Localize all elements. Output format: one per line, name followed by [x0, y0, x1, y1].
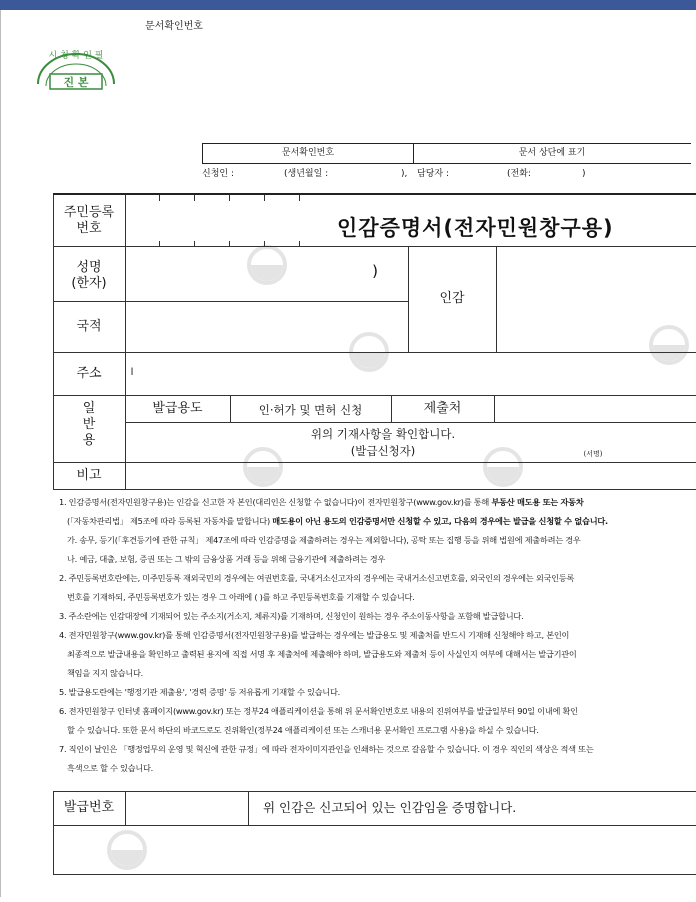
- general-label-line1: 일: [82, 401, 96, 416]
- rrn-label-line2: 번호: [76, 221, 102, 236]
- note-7a: 7. 직인이 날인은 「행정업무의 운영 및 혁신에 관한 규정」에 따라 전자이미지관인을 인쇄하는 것으로 갈음할 수 있습니다. 이 경우 직인의 색상은 적색 또는: [59, 744, 594, 754]
- applicant-label: 신청인 :: [202, 169, 234, 179]
- certify-text: 위 인감은 신고되어 있는 인감임을 증명합니다.: [263, 800, 517, 815]
- name-label-line1: 성명: [76, 260, 102, 275]
- name-label: [53, 260, 125, 292]
- note-2b: 번호를 기재하되, 주민등록번호가 있는 경우 그 아래에 ( )를 하고 주민등록번호를 기재할 수 있습니다.: [67, 592, 415, 602]
- note-4a: 4. 전자민원창구(www.gov.kr)를 통해 인감증명서(전자민원창구용)를 발급하는 경우에는 발급용도 및 제출처를 반드시 기재해 신청해야 하고, 본인이: [59, 630, 570, 640]
- stamp-main-text: 진 본: [63, 76, 89, 89]
- note-2a: 2. 주민등록번호란에는, 미주민등록 재외국민의 경우에는 여권번호를, 국내거소신고자의 경우에는 국내거소신고번호를, 외국인의 경우에는 외국인등록: [59, 573, 575, 583]
- submit-to-label: 제출처: [423, 401, 462, 416]
- applicant-text: (발급신청자): [350, 444, 416, 458]
- watermark-emblem-icon: [107, 830, 147, 870]
- info-table: [202, 143, 691, 184]
- stamp-top-text: 시 청 확 인 필: [48, 51, 104, 61]
- remarks-label: 비고: [76, 468, 102, 483]
- seal-label: 인감: [439, 291, 465, 306]
- notes-section: [59, 493, 693, 778]
- name-paren: ): [372, 262, 378, 280]
- note-1b: (「자동차관리법」 제5조에 따라 등록된 자동차를 말합니다) 매도용이 아닌 용도의 인감증명서만 신청할 수 있고, 다음의 경우에는 발급을 신청할 수 없습니다.: [67, 516, 608, 526]
- issue-number-label: 발급번호: [63, 800, 115, 815]
- birth-close: ),: [401, 169, 408, 179]
- applicant-row: [202, 164, 691, 184]
- purpose-label: 발급용도: [152, 401, 203, 416]
- general-label-line3: 용: [82, 433, 96, 448]
- confirm-text: 위의 기재사항을 확인합니다.: [310, 427, 456, 441]
- note-1c: 가. 송무, 등기(「후견등기에 관한 규칙」 제47조에 따라 인감증명을 제출하려는 경우는 제외합니다), 공탁 또는 집행 등을 위해 법원에 제출하려는 경우: [67, 535, 581, 545]
- note-6a: 6. 전자민원창구 인터넷 홈페이지(www.gov.kr) 또는 정부24 애플리케이션을 통해 위 문서확인번호로 내용의 진위여부를 발급일부터 90일 이내에 확인: [59, 706, 578, 716]
- form-title: 인감증명서(전자민원창구용): [337, 216, 614, 240]
- doc-number-cell: 문서확인번호: [202, 144, 414, 163]
- note-7b: 흑색으로 할 수 있습니다.: [67, 763, 154, 773]
- note-4b: 최종적으로 발급내용을 확인하고 출력된 용지에 직접 서명 후 제출처에 제출해야 하며, 발급용도와 제출처 등이 사실인지 여부에 대해서는 발급기관이: [67, 649, 577, 659]
- note-1d: 나. 예금, 대출, 보험, 증권 또는 그 밖의 금융상품 거래 등을 위해 금융기관에 제출하려는 경우: [67, 554, 386, 564]
- general-label-line2: 반: [82, 417, 96, 432]
- phone-label: (전화:: [507, 169, 531, 179]
- note-6b: 할 수 있습니다. 또한 문서 하단의 바코드로도 진위확인(정부24 애플리케이션 또는 스캐너용 문서확인 프로그램 사용)을 하실 수 있습니다.: [67, 725, 539, 735]
- note-3: 3. 주소란에는 인감대장에 기재되어 있는 주소지(거소지, 체류지)를 기재하며, 신청인이 원하는 경우 주소이동사항을 포함해 발급합니다.: [59, 611, 524, 621]
- verification-stamp: [30, 40, 122, 92]
- watermark-emblem-icon: [649, 325, 689, 365]
- address-label: 주소: [76, 366, 102, 381]
- staff-label: 담당자 :: [417, 169, 449, 179]
- top-bar: [0, 0, 696, 10]
- phone-close: ): [582, 169, 586, 179]
- note-1a: 1. 인감증명서(전자민원창구용)는 인감을 신고한 자 본인(대리인은 신청할 수 없습니다)이 전자민원창구(www.gov.kr)를 통해 부동산 매도용 또는 자동차: [59, 497, 584, 507]
- watermark-emblem-icon: [247, 245, 287, 285]
- birth-label: (생년월일 :: [284, 169, 329, 179]
- page-edge: [0, 10, 1, 897]
- note-4c: 책임을 지지 않습니다.: [67, 668, 143, 678]
- address-value: l: [130, 367, 134, 378]
- rrn-label: [53, 205, 125, 237]
- doc-number-label: 문서확인번호: [145, 21, 203, 32]
- general-use-label: [53, 401, 125, 449]
- purpose-value: 인·허가 및 면허 신청: [258, 403, 363, 417]
- note-5: 5. 발급용도란에는 '행정기관 제출용', '경력 증명' 등 저유롭게 기재할 수 있습니다.: [59, 687, 340, 697]
- doc-top-note: 문서 상단에 표기: [518, 148, 586, 158]
- sign-text: (서명): [583, 450, 603, 458]
- nationality-label: 국적: [76, 319, 102, 334]
- certificate-form: [53, 193, 696, 902]
- name-label-line2: (한자): [71, 276, 107, 291]
- rrn-label-line1: 주민등록: [63, 205, 115, 220]
